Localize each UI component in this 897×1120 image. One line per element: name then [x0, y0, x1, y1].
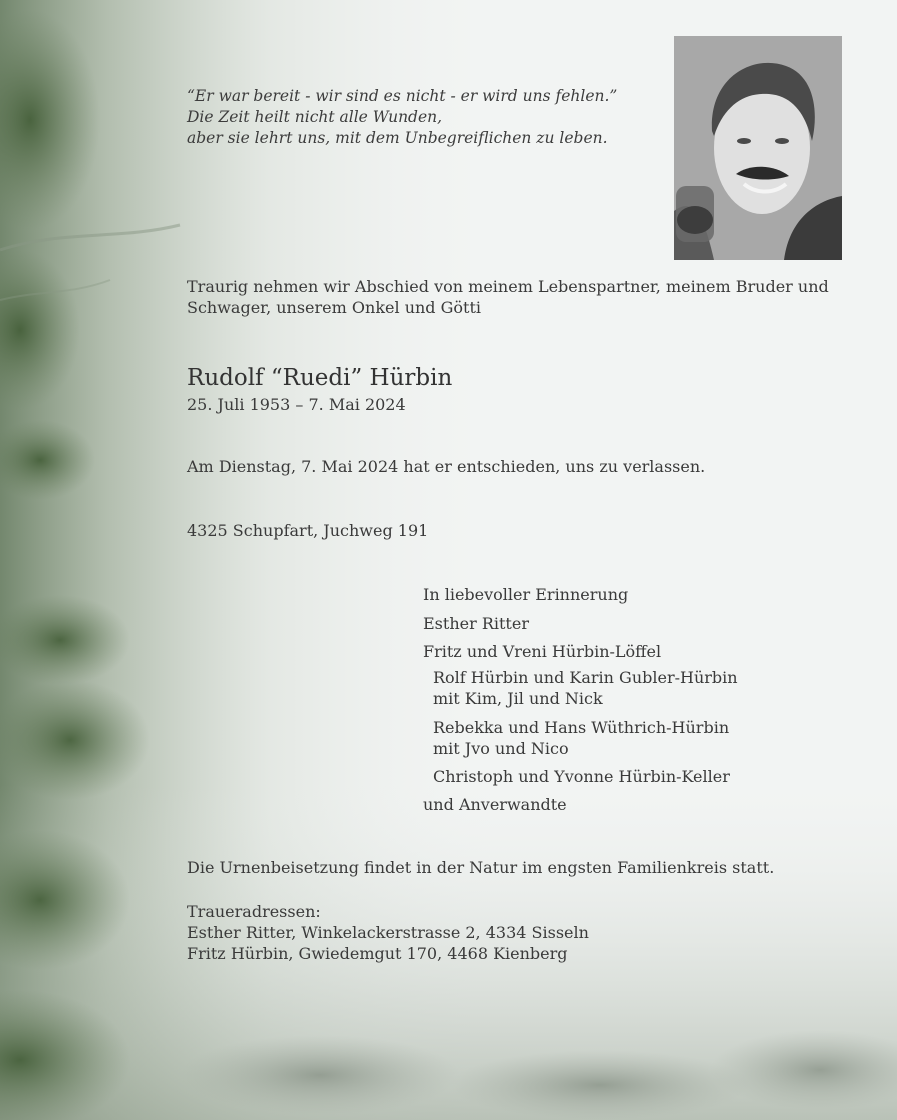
mourner-rolf-karin: Rolf Hürbin und Karin Gubler-Hürbin	[433, 668, 738, 687]
mourner-rebekka-children: mit Jvo und Nico	[433, 739, 569, 758]
deceased-name: Rudolf “Ruedi” Hürbin	[187, 365, 453, 391]
home-address: 4325 Schupfart, Juchweg 191	[187, 521, 429, 540]
mourner-christoph-yvonne: Christoph und Yvonne Hürbin-Keller	[433, 767, 730, 786]
quote-line-1: “Er war bereit - wir sind es nicht - er wird uns fehlen.”	[187, 87, 618, 105]
mourners-closing: und Anverwandte	[423, 795, 567, 814]
quote-line-3: aber sie lehrt uns, mit dem Unbegreiflichen zu leben.	[187, 129, 608, 147]
quote-line-2: Die Zeit heilt nicht alle Wunden,	[187, 108, 443, 126]
farewell-intro	[187, 276, 857, 318]
mourners-heading: In liebevoller Erinnerung	[423, 585, 629, 604]
mourner-fritz-vreni: Fritz und Vreni Hürbin-Löffel	[423, 642, 662, 661]
mourner-rolf-children: mit Kim, Jil und Nick	[433, 689, 603, 708]
mourning-address-1: Esther Ritter, Winkelackerstrasse 2, 4334 Sisseln	[187, 923, 589, 942]
portrait-photo	[674, 36, 842, 260]
decision-statement: Am Dienstag, 7. Mai 2024 hat er entschieden, uns zu verlassen.	[187, 457, 706, 476]
memorial-quote	[187, 86, 617, 149]
mourner-rebekka-hans: Rebekka und Hans Wüthrich-Hürbin	[433, 718, 730, 737]
life-dates: 25. Juli 1953 – 7. Mai 2024	[187, 395, 406, 414]
mourning-addresses	[187, 901, 589, 964]
mourner-esther: Esther Ritter	[423, 614, 529, 633]
intro-line-1: Traurig nehmen wir Abschied von meinem Lebenspartner, meinem Bruder und	[187, 277, 829, 296]
intro-line-2: Schwager, unserem Onkel und Götti	[187, 298, 482, 317]
mourning-addresses-label: Traueradressen:	[187, 902, 321, 921]
mourning-address-2: Fritz Hürbin, Gwiedemgut 170, 4468 Kienberg	[187, 944, 568, 963]
urn-burial-notice: Die Urnenbeisetzung findet in der Natur im engsten Familienkreis statt.	[187, 858, 775, 877]
